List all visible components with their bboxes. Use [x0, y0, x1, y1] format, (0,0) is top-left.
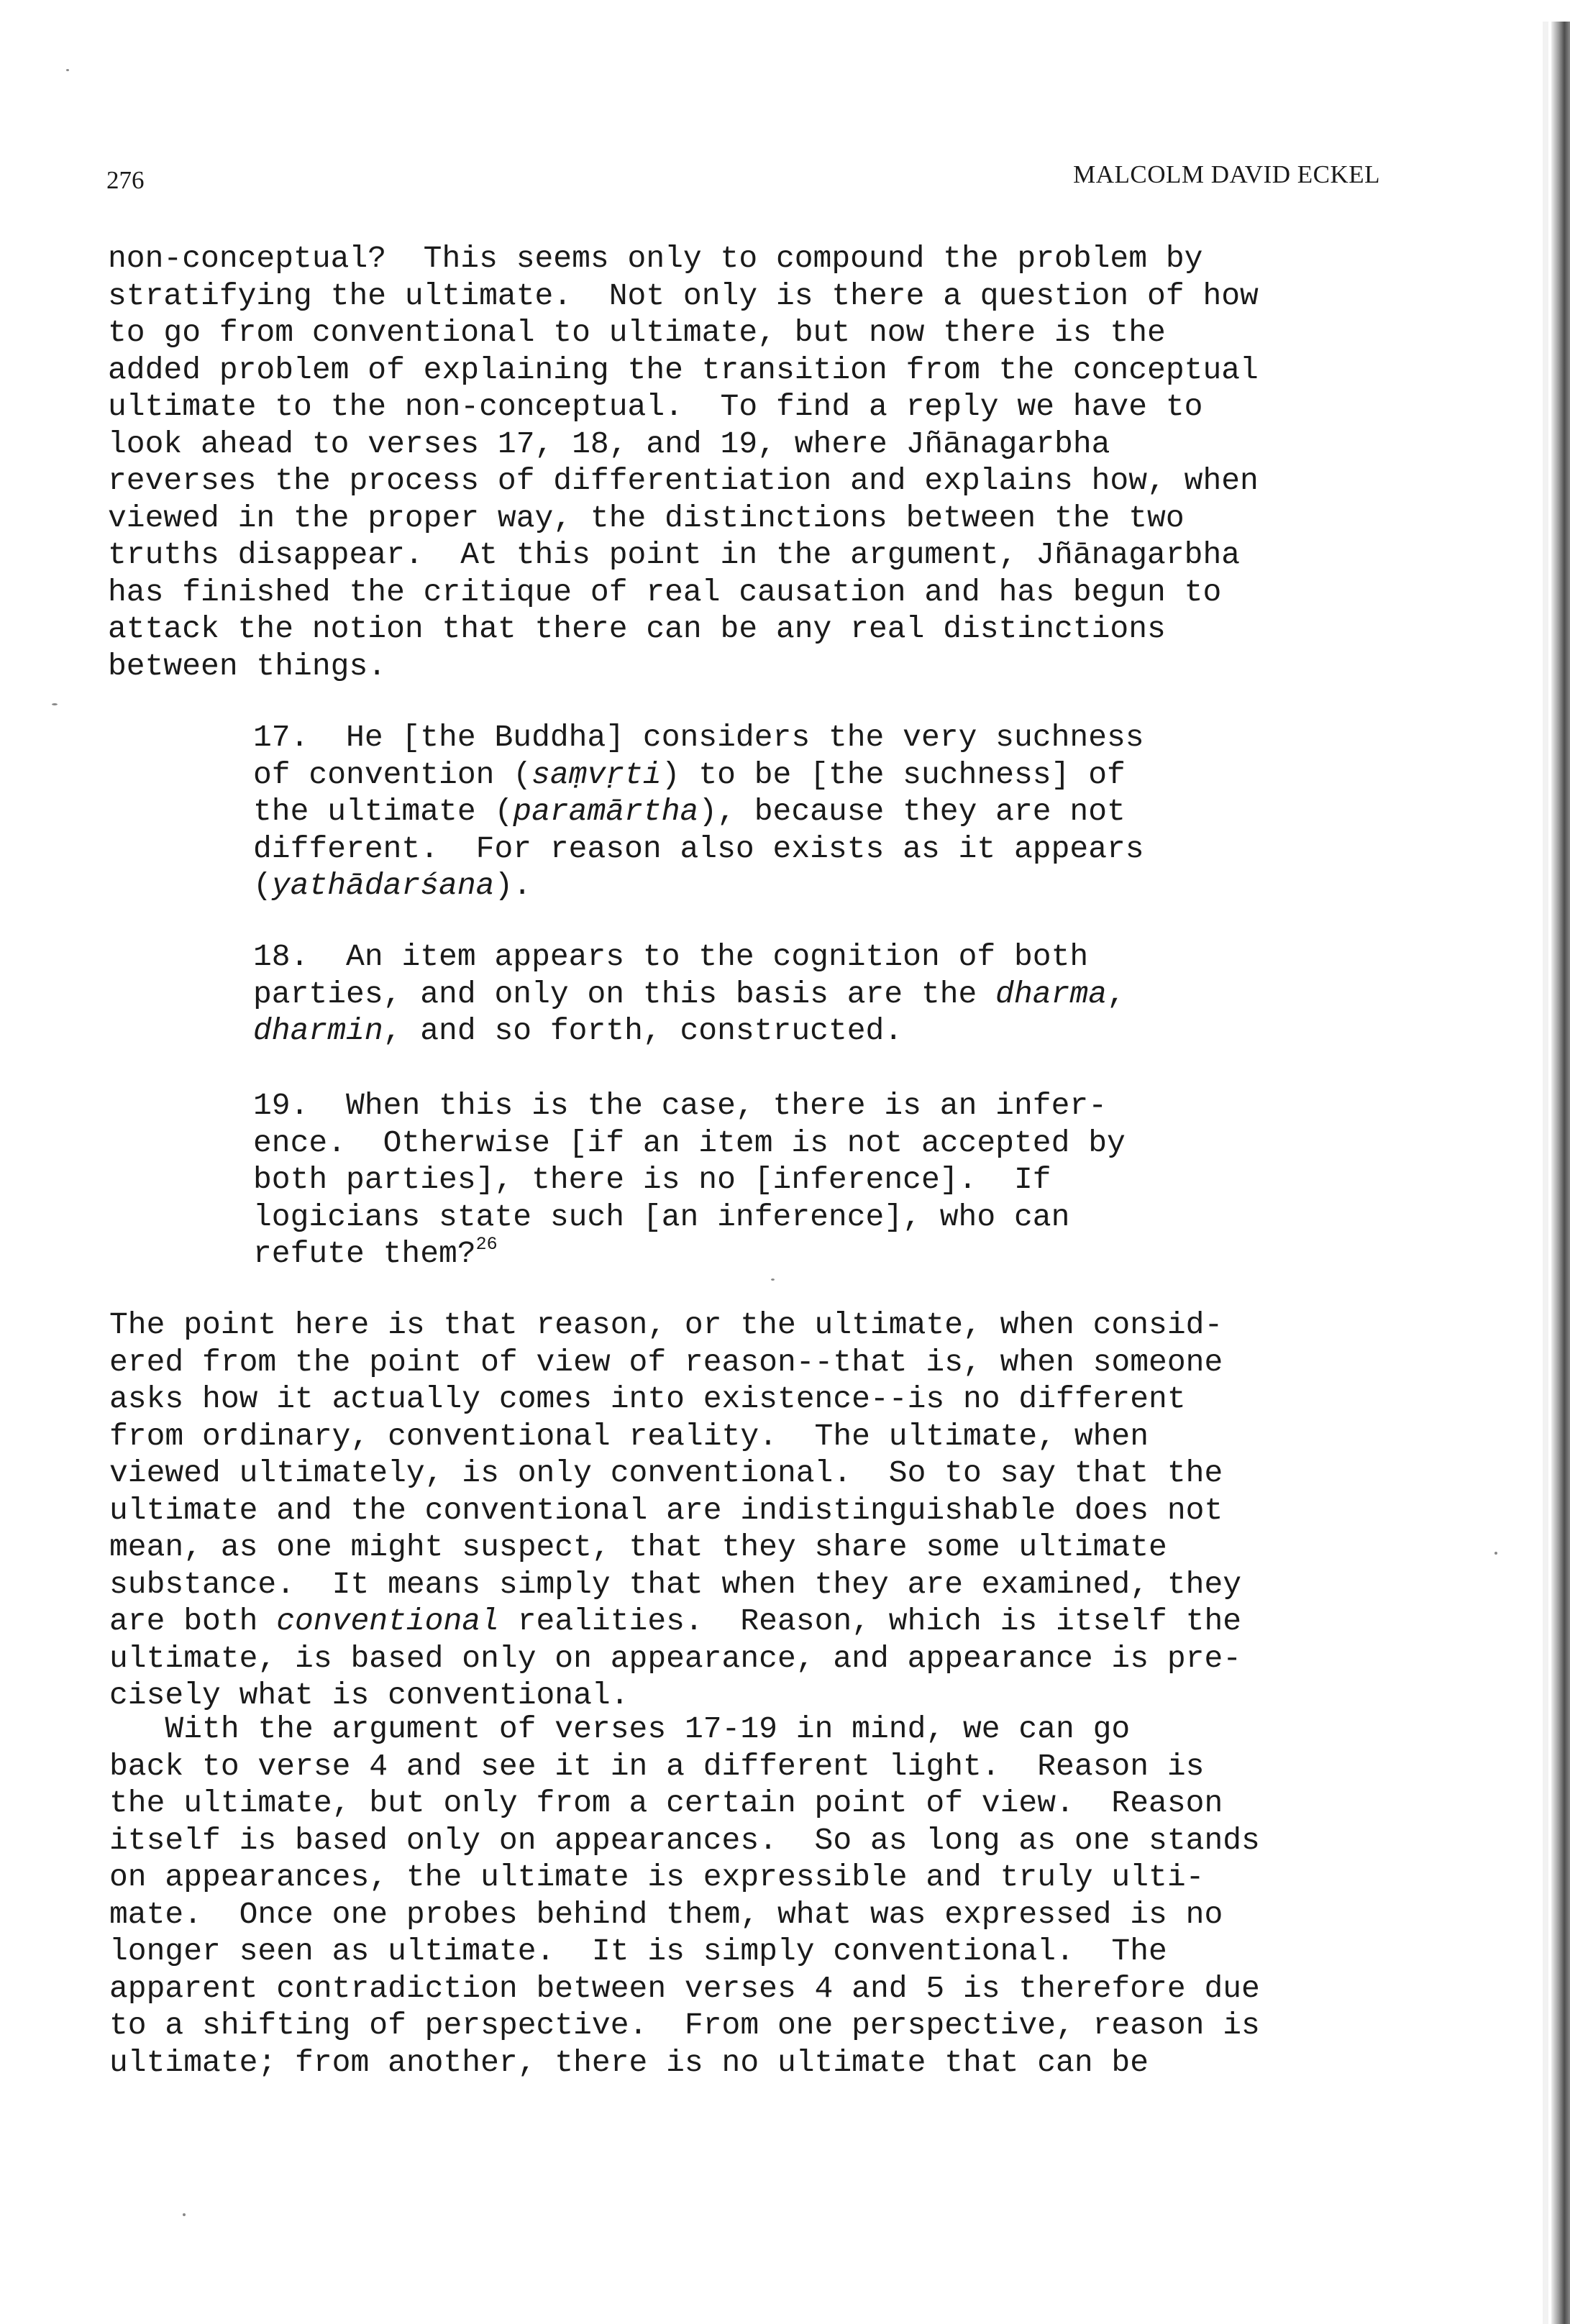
verse-text: ,	[1107, 976, 1126, 1012]
scan-speck	[771, 1278, 775, 1281]
footnote-marker: 26	[475, 1234, 498, 1255]
verse-text: ).	[494, 868, 532, 903]
running-head-author: MALCOLM DAVID ECKEL	[1073, 160, 1380, 188]
verse-text: , and so forth, constructed.	[383, 1013, 903, 1048]
page-edge-shadow	[1551, 22, 1570, 2324]
verse-18	[253, 938, 1126, 1050]
verse-text: An item appears to the cognition of both parties, and only on this basis are the	[253, 939, 1089, 1012]
verse-text: When this is the case, there is an infer- ence. Otherwise [if an item is not accepted by both parties], there is no [inference]. If logicians state such [an inference], who can refute them?	[253, 1088, 1126, 1271]
page-edge-highlight	[1543, 22, 1548, 2324]
verse-number: 18.	[253, 939, 309, 974]
verse-number: 17.	[253, 720, 309, 755]
paragraph-commentary	[109, 1307, 1241, 1714]
sanskrit-term: paramārtha	[513, 794, 699, 829]
paragraph-text: The point here is that reason, or the ultimate, when consid- ered from the point of view of reason--that is, when someone asks how it actually comes into existence--is no different from ordinary, conventional reality. The ultimate, when viewed ultimately, is only conventional. So to say that the ultimate and the conventional are indistinguishable does not mean, as one might suspect, that they share some ultimate substance. It means simply that when they are examined, they are both	[109, 1307, 1242, 1639]
paragraph-intro: non-conceptual? This seems only to compound the problem by stratifying the ultimate. Not only is there a question of how to go from conventional to ultimate, but now there is the added problem of explaining the transition from the conceptual ultimate to the non-conceptual. To find a reply we have to look ahead to verses 17, 18, and 19, where Jñānagarbha reverses the process of differentiation and explains how, when viewed in the proper way, the distinctions between the two truths disappear. At this point in the argument, Jñānagarbha has finished the critique of real causation and has begun to attack the notion that there can be any real distinctions between things.	[108, 241, 1259, 684]
verse-17	[253, 719, 1144, 905]
scan-speck	[183, 2213, 186, 2216]
page-number: 276	[106, 166, 145, 194]
verse-number: 19.	[253, 1088, 309, 1123]
paragraph-text: realities. Reason, which is itself the ultimate, is based only on appearance, and appearance is pre- cisely what is conventional.	[109, 1604, 1242, 1713]
verse-text: ), because they are not different. For reason also exists as it appears (	[253, 794, 1144, 903]
sanskrit-term: yathādarśana	[271, 868, 495, 903]
sanskrit-term: dharmin	[253, 1013, 383, 1048]
emphasis: conventional	[276, 1604, 499, 1639]
paragraph-verse-4: With the argument of verses 17-19 in mind, we can go back to verse 4 and see it in a different light. Reason is the ultimate, but only from a certain point of view. Reason itself is based only on appearances. So as long as one stands on appearances, the ultimate is expressible and truly ulti- mate. Once one probes behind them, what was expressed is no longer seen as ultimate. It is simply conventional. The apparent contradiction between verses 4 and 5 is therefore due to a shifting of perspective. From one perspective, reason is ultimate; from another, there is no ultimate that can be	[109, 1711, 1260, 2080]
scan-speck	[1494, 1552, 1497, 1555]
verse-text: He [the Buddha] considers the very suchness of convention (	[253, 720, 1144, 792]
verse-text: ) to be [the suchness] of the ultimate (	[253, 756, 1126, 829]
sanskrit-term: saṃvṛti	[531, 756, 662, 792]
verse-19	[253, 1087, 1126, 1273]
sanskrit-term: dharma	[995, 976, 1107, 1012]
scan-speck	[52, 703, 58, 705]
scan-speck	[66, 69, 69, 71]
